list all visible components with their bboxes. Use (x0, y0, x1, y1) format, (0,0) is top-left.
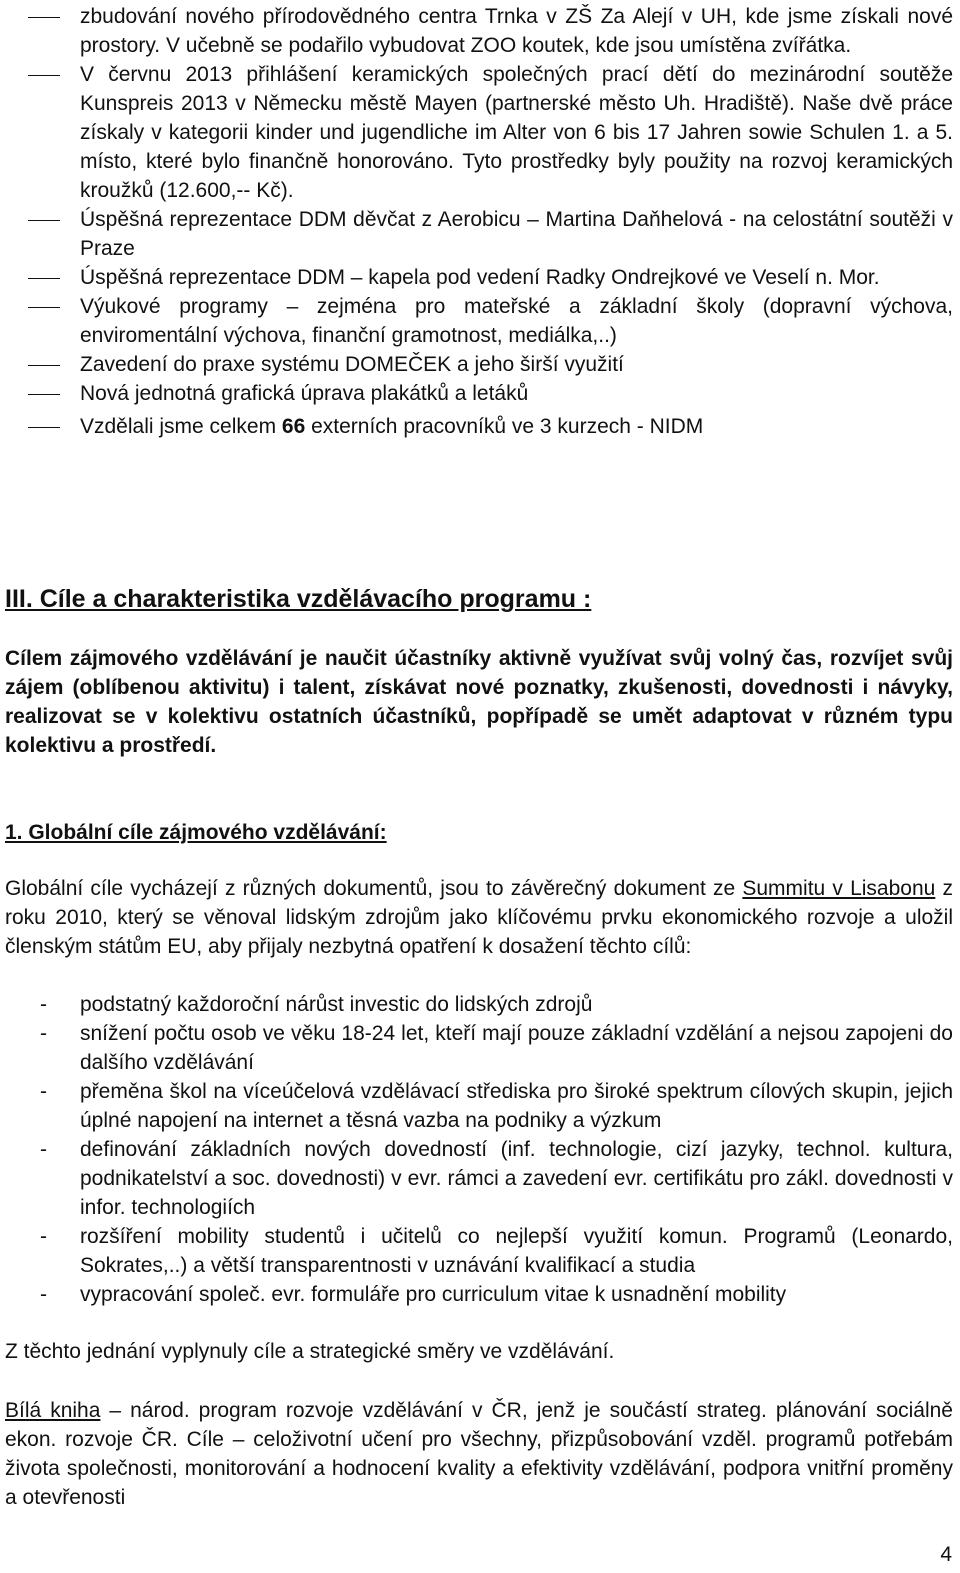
dash-bullet (0, 205, 80, 234)
list-item-text: Nová jednotná grafická úprava plakátků a letáků (80, 382, 529, 405)
list-item (0, 60, 960, 205)
summit-link-text: Summitu v Lisabonu (742, 877, 936, 900)
hyphen-bullet: - (40, 1283, 47, 1306)
list-item-text: Úspěšná reprezentace DDM – kapela pod vedení Radky Ondrejkové ve Veselí n. Mor. (80, 266, 880, 289)
hyphen-bullet: - (40, 1022, 47, 1045)
list-item-text: rozšíření mobility studentů i učitelů co nejlepší využití komun. Programů (Leonardo, Sokrates,..) a větší transparentnosti v uznávání kvalifikací a studia (80, 1225, 953, 1277)
hyphen-bullet: - (40, 1225, 47, 1248)
list-item-text: snížení počtu osob ve věku 18-24 let, kteří mají pouze základní vzdělání a nejsou zapojeni do dalšího vzdělávání (80, 1022, 953, 1074)
white-paper-term: Bílá kniha (5, 1399, 101, 1422)
hyphen-bullet: - (40, 1080, 47, 1103)
section-intro-paragraph: Cílem zájmového vzdělávání je naučit účastníky aktivně využívat svůj volný čas, rozvíjet svůj zájem (oblíbenou aktivitu) i talent, získávat nové poznatky, zkušenosti, dovednosti i návyky, realizovat se v kolektivu ostatních účastníků, popřípadě se umět adaptovat v různém typu kolektivu a prostředí. (5, 647, 953, 757)
list-item (0, 350, 960, 379)
dash-bullet (0, 292, 80, 321)
list-item (0, 205, 960, 263)
list-item-text: přeměna škol na víceúčelová vzdělávací střediska pro široké spektrum cílových skupin, jejich úplné napojení na internet a těsná vazba na podniky a výzkum (80, 1080, 953, 1132)
list-item (0, 1222, 960, 1280)
summary-paragraph: Z těchto jednání vyplynuly cíle a strategické směry ve vzdělávání. (5, 1340, 615, 1363)
list-item-text: Úspěšná reprezentace DDM děvčat z Aerobicu – Martina Daňhelová - na celostátní soutěži v Praze (80, 208, 953, 260)
dash-bullet (0, 60, 80, 89)
list-item-text: zbudování nového přírodovědného centra Trnka v ZŠ Za Alejí v UH, kde jsme získali nové prostory. V učebně se podařilo vybudovat ZOO koutek, kde jsou umístěna zvířátka. (80, 5, 953, 57)
list-item-text: V červnu 2013 přihlášení keramických společných prací dětí do mezinárodní soutěže Kunspreis 2013 v Německu městě Mayen (partnerské město Uh. Hradiště). Naše dvě práce získaly v kategorii kinder und jugendliche im Alter von 6 bis 17 Jahren sowie Schulen 1. a 5. místo, které bylo finančně honorováno. Tyto prostředky byly použity na rozvoj keramických kroužků (12.600,-- Kč). (80, 63, 953, 202)
list-item (0, 1280, 960, 1309)
hyphen-bullet: - (40, 993, 47, 1016)
list-item (0, 990, 960, 1019)
dash-bullet (0, 379, 80, 408)
achievements-list (0, 2, 960, 441)
list-item-text: podstatný každoroční nárůst investic do lidských zdrojů (80, 993, 593, 1016)
dash-bullet (0, 350, 80, 379)
hyphen-bullet: - (40, 1138, 47, 1161)
white-paper-paragraph: Bílá kniha – národ. program rozvoje vzdělávání v ČR, jenž je součástí strateg. plánování sociálně ekon. rozvoje ČR. Cíle – celoživotní učení pro všechny, přizpůsobování vzděl. programů potřebám života společnosti, monitorování a hodnocení kvality a efektivity vzdělávání, podpora vnitřní proměny a otevřenosti (5, 1399, 953, 1509)
global-goals-paragraph: Globální cíle vycházejí z různých dokumentů, jsou to závěrečný dokument ze Summitu v Lisabonu z roku 2010, který se věnoval lidským zdrojům jako klíčovému prvku ekonomického rozvoje a uložil členským státům EU, aby přijaly nezbytná opatření k dosažení těchto cílů: (5, 877, 954, 958)
list-item (0, 263, 960, 292)
dash-bullet (0, 412, 80, 441)
page-number: 4 (940, 1543, 952, 1566)
list-item (0, 1135, 960, 1222)
list-item (0, 2, 960, 60)
list-item-text: definování základních nových dovedností (inf. technologie, cizí jazyky, technol. kultura, podnikatelství a soc. dovednosti) v evr. rámci a zavedení evr. certifikátu pro zákl. dovednosti v infor. technologiích (80, 1138, 953, 1219)
list-item (0, 1019, 960, 1077)
dash-bullet (0, 263, 80, 292)
section-heading-1: 1. Globální cíle zájmového vzdělávání: (5, 821, 387, 844)
section-heading-iii: III. Cíle a charakteristika vzdělávacího programu : (5, 585, 592, 613)
list-item-text: Výukové programy – zejména pro mateřské a základní školy (dopravní výchova, enviromentální výchova, finanční gramotnost, mediálka,..) (80, 295, 953, 347)
list-item-text: Zavedení do praxe systému DOMEČEK a jeho širší využití (80, 353, 624, 376)
dash-bullet (0, 2, 80, 31)
list-item (0, 1077, 960, 1135)
list-item (0, 292, 960, 350)
goals-list (0, 990, 960, 1309)
list-item-text: vypracování společ. evr. formuláře pro curriculum vitae k usnadnění mobility (80, 1283, 787, 1306)
list-item (0, 379, 960, 408)
list-item (0, 412, 960, 441)
list-item-text: Vzdělali jsme celkem 66 externích pracovníků ve 3 kurzech - NIDM (80, 415, 704, 438)
